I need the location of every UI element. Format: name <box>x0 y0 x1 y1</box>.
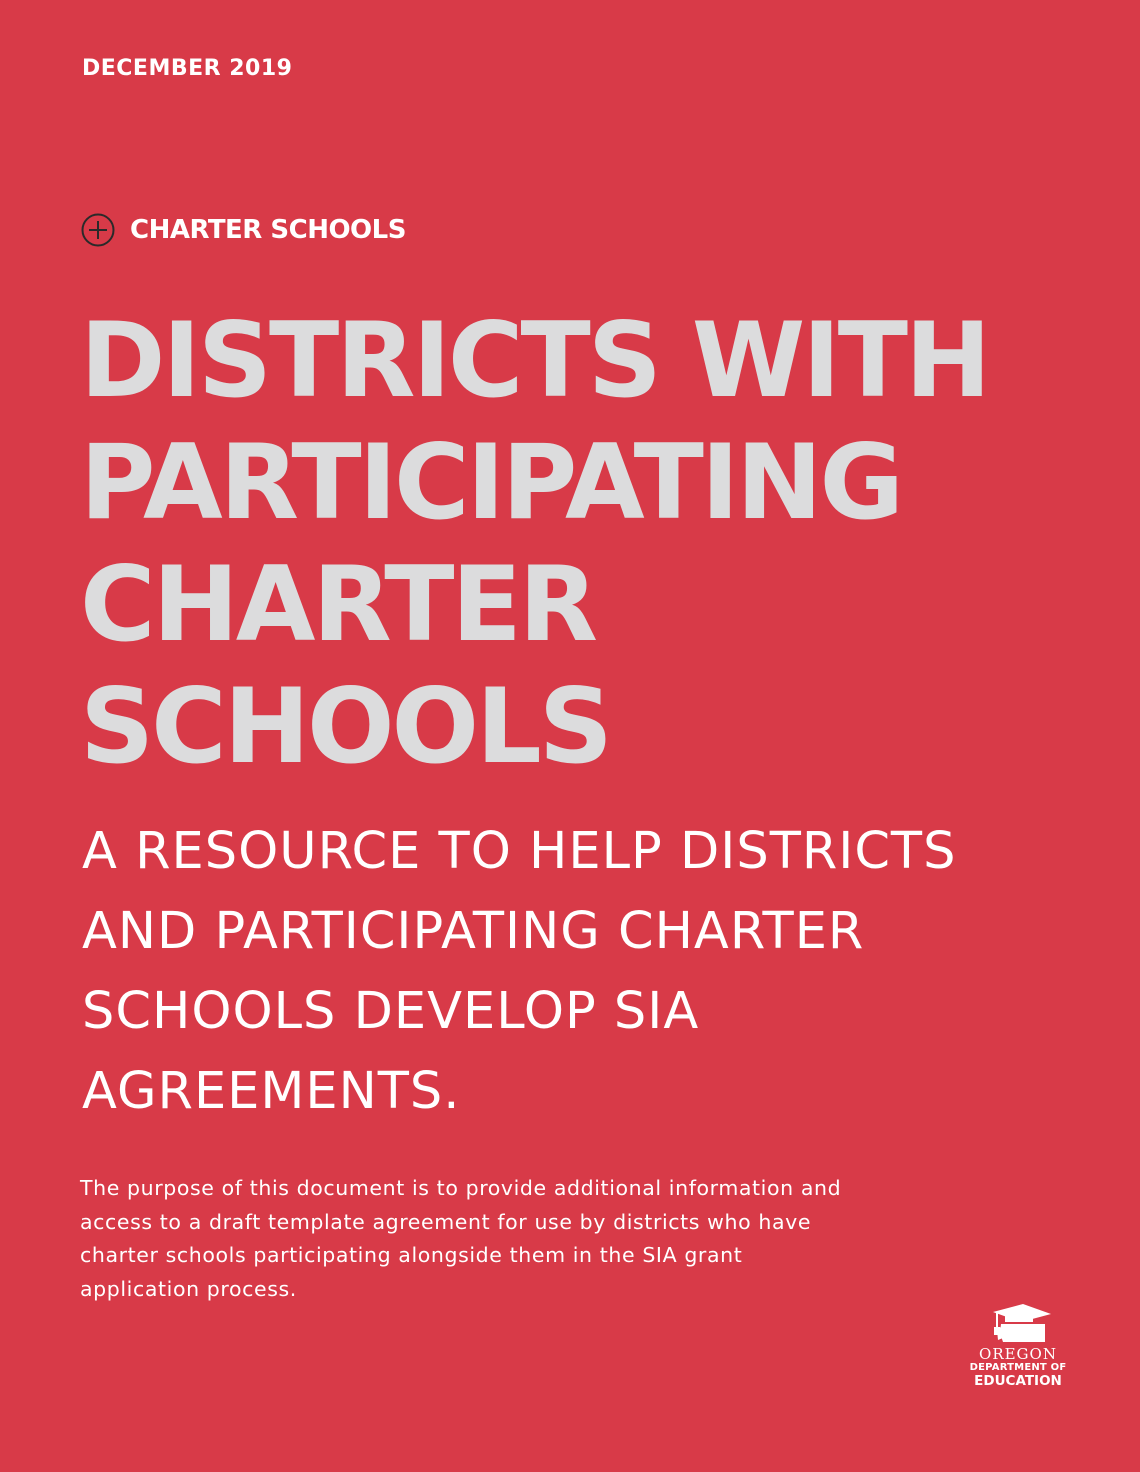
paragraph-line: charter schools participating alongside them in the SIA grant <box>80 1243 743 1267</box>
paragraph-line: The purpose of this document is to provide additional information and <box>80 1176 842 1200</box>
paragraph-line: application process. <box>80 1276 297 1301</box>
subtitle-line: AND PARTICIPATING CHARTER <box>82 902 865 961</box>
category-label: CHARTER SCHOOLS <box>130 215 406 245</box>
logo-line-department: DEPARTMENT OF <box>969 1362 1067 1373</box>
oregon-graduation-cap-icon <box>983 1302 1053 1344</box>
title-line: SCHOOLS <box>80 667 610 787</box>
title-line: PARTICIPATING <box>80 423 902 543</box>
category-tag <box>80 212 406 248</box>
subtitle-line: AGREEMENTS. <box>82 1062 461 1121</box>
circle-plus-icon <box>80 212 116 248</box>
publication-date: DECEMBER 2019 <box>82 56 293 81</box>
oregon-department-of-education-logo <box>966 1302 1070 1389</box>
subtitle-line: SCHOOLS DEVELOP SIA <box>82 982 700 1041</box>
logo-line-education: EDUCATION <box>974 1373 1062 1389</box>
title-line: DISTRICTS WITH <box>80 301 989 421</box>
title-line: CHARTER <box>80 545 596 665</box>
page-subtitle <box>82 812 1082 1132</box>
logo-line-oregon: OREGON <box>979 1345 1057 1363</box>
paragraph-line: access to a draft template agreement for use by districts who have <box>80 1209 812 1234</box>
subtitle-line: A RESOURCE TO HELP DISTRICTS <box>82 822 957 881</box>
page-title <box>80 300 1120 788</box>
purpose-paragraph <box>80 1172 940 1306</box>
